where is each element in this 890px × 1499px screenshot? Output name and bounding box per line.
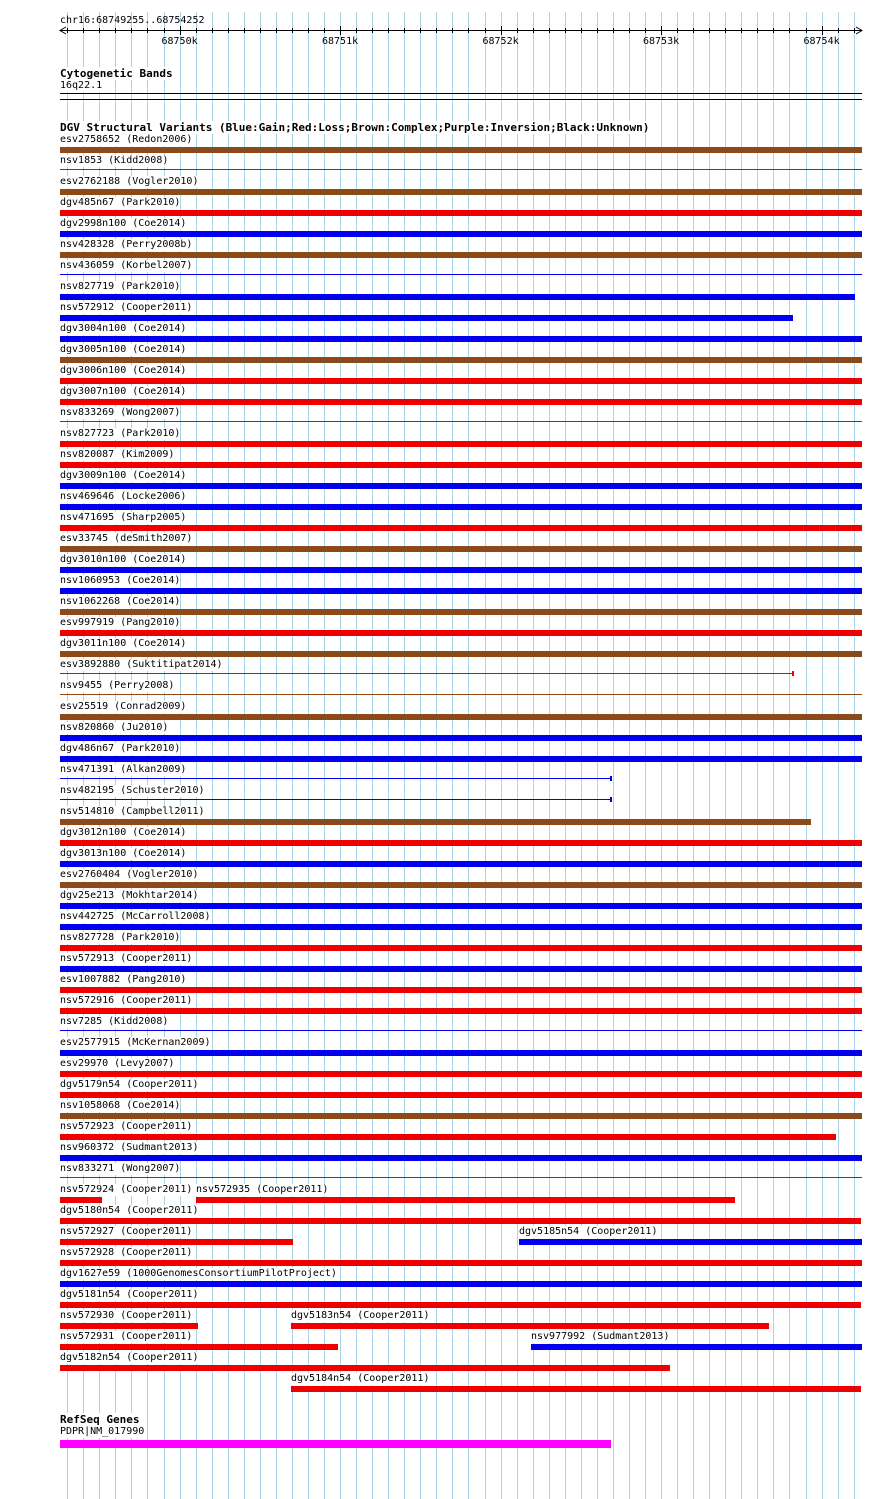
variant-label[interactable]: nsv827719 (Park2010) (60, 281, 181, 292)
variant-bar[interactable] (291, 1323, 769, 1329)
variant-label[interactable]: esv25519 (Conrad2009) (60, 701, 187, 712)
variant-bar[interactable] (60, 147, 862, 153)
variant-bar[interactable] (60, 1365, 670, 1371)
variant-bar[interactable] (60, 210, 862, 216)
variant-label[interactable]: dgv3011n100 (Coe2014) (60, 638, 187, 649)
variant-bar[interactable] (60, 567, 862, 573)
variant-bar[interactable] (60, 546, 862, 552)
variant-bar[interactable] (60, 1155, 862, 1161)
variant-label[interactable]: dgv5179n54 (Cooper2011) (60, 1079, 199, 1090)
variant-bar[interactable] (60, 378, 862, 384)
variant-label[interactable]: nsv572924 (Cooper2011) (60, 1184, 193, 1195)
variant-bar[interactable] (60, 1050, 862, 1056)
variant-label[interactable]: dgv25e213 (Mokhtar2014) (60, 890, 199, 901)
variant-bar[interactable] (60, 274, 862, 275)
variant-bar[interactable] (60, 315, 793, 321)
gene-label[interactable]: PDPR|NM_017990 (60, 1426, 145, 1437)
variant-label[interactable]: dgv5184n54 (Cooper2011) (291, 1373, 430, 1384)
variant-label[interactable]: dgv3005n100 (Coe2014) (60, 344, 187, 355)
ruler-tick-label: 68753k (642, 36, 680, 47)
variant-label[interactable]: nsv1058068 (Coe2014) (60, 1100, 181, 1111)
variant-bar[interactable] (60, 399, 862, 405)
gene-feature[interactable] (60, 1440, 611, 1448)
variant-label[interactable]: dgv3013n100 (Coe2014) (60, 848, 187, 859)
variant-bar[interactable] (60, 966, 862, 972)
variant-label[interactable]: esv2760404 (Vogler2010) (60, 869, 199, 880)
variant-bar[interactable] (60, 1344, 338, 1350)
variant-bar[interactable] (60, 294, 855, 300)
ruler-tick-label: 68754k (803, 36, 840, 47)
variant-bar[interactable] (60, 924, 862, 930)
variant-bar[interactable] (60, 1281, 862, 1287)
variant-bar[interactable] (60, 1239, 293, 1245)
variant-bar[interactable] (60, 525, 862, 531)
variant-bar[interactable] (60, 1030, 862, 1031)
variant-label[interactable]: nsv572913 (Cooper2011) (60, 953, 193, 964)
variant-bar[interactable] (60, 673, 793, 674)
variant-label[interactable]: nsv514810 (Campbell2011) (60, 806, 205, 817)
variant-label[interactable]: nsv827723 (Park2010) (60, 428, 181, 439)
variant-label[interactable]: esv33745 (deSmith2007) (60, 533, 193, 544)
variant-bar[interactable] (60, 189, 862, 195)
variant-bar[interactable] (60, 756, 862, 762)
variant-bar[interactable] (60, 1134, 836, 1140)
variant-label[interactable]: nsv1060953 (Coe2014) (60, 575, 181, 586)
ruler-axis (0, 0, 890, 50)
variant-bar[interactable] (60, 462, 862, 468)
variant-label[interactable]: esv2577915 (McKernan2009) (60, 1037, 211, 1048)
variant-label[interactable]: nsv572923 (Cooper2011) (60, 1121, 193, 1132)
variant-label[interactable]: nsv442725 (McCarroll2008) (60, 911, 211, 922)
variant-label[interactable]: dgv485n67 (Park2010) (60, 197, 181, 208)
variant-label[interactable]: nsv572928 (Cooper2011) (60, 1247, 193, 1258)
variant-label[interactable]: dgv3012n100 (Coe2014) (60, 827, 187, 838)
variant-end-cap (792, 671, 794, 676)
variant-bar[interactable] (60, 588, 862, 594)
variant-label[interactable]: nsv471391 (Alkan2009) (60, 764, 187, 775)
variant-bar[interactable] (60, 169, 862, 170)
variant-bar[interactable] (60, 1218, 861, 1224)
variant-label[interactable]: nsv1062268 (Coe2014) (60, 596, 181, 607)
variant-label[interactable]: nsv820087 (Kim2009) (60, 449, 175, 460)
variant-bar[interactable] (291, 1386, 861, 1392)
cytoband-line-bottom (60, 99, 862, 100)
variant-label[interactable]: nsv960372 (Sudmant2013) (60, 1142, 199, 1153)
variant-bar[interactable] (60, 799, 611, 800)
variant-label[interactable]: nsv7285 (Kidd2008) (60, 1016, 169, 1027)
variant-bar[interactable] (60, 609, 862, 615)
variant-bar[interactable] (60, 1323, 198, 1329)
variant-bar[interactable] (60, 903, 862, 909)
variant-bar[interactable] (60, 1113, 862, 1119)
variant-label[interactable]: nsv471695 (Sharp2005) (60, 512, 187, 523)
variant-bar[interactable] (60, 1071, 862, 1077)
variant-bar[interactable] (60, 714, 862, 720)
region-label: chr16:68749255..68754252 (60, 15, 205, 26)
variant-label[interactable]: nsv572931 (Cooper2011) (60, 1331, 193, 1342)
ruler-tick-label: 68751k (322, 36, 359, 47)
ruler-tick-label: 68752k (482, 36, 519, 47)
variant-bar[interactable] (60, 819, 811, 825)
variant-label[interactable]: dgv3004n100 (Coe2014) (60, 323, 187, 334)
variant-bar[interactable] (60, 1092, 862, 1098)
variant-bar[interactable] (60, 357, 862, 363)
variant-label[interactable]: nsv1853 (Kidd2008) (60, 155, 169, 166)
variant-label[interactable]: nsv977992 (Sudmant2013) (531, 1331, 670, 1342)
variant-bar[interactable] (60, 421, 862, 422)
variant-label[interactable]: esv2762188 (Vogler2010) (60, 176, 199, 187)
variant-label[interactable]: dgv5180n54 (Cooper2011) (60, 1205, 199, 1216)
variant-bar[interactable] (60, 1197, 102, 1203)
variant-label[interactable]: esv3892880 (Suktitipat2014) (60, 659, 223, 670)
dgv-track-title: DGV Structural Variants (Blue:Gain;Red:Loss;Brown:Complex;Purple:Inversion;Black:Unknown) (60, 121, 650, 134)
variant-label[interactable]: nsv572930 (Cooper2011) (60, 1310, 193, 1321)
variant-label[interactable]: nsv572927 (Cooper2011) (60, 1226, 193, 1237)
cytoband-label: 16q22.1 (60, 80, 103, 91)
variant-label[interactable]: esv2758652 (Redon2006) (60, 134, 193, 145)
variant-bar[interactable] (60, 231, 862, 237)
variant-label[interactable]: dgv3010n100 (Coe2014) (60, 554, 187, 565)
variant-bar[interactable] (60, 336, 862, 342)
variant-bar[interactable] (60, 1302, 861, 1308)
variant-label[interactable]: dgv1627e59 (1000GenomesConsortiumPilotProject) (60, 1268, 337, 1279)
variant-label[interactable]: nsv827728 (Park2010) (60, 932, 181, 943)
variant-bar[interactable] (60, 651, 862, 657)
ruler-tick-label: 68750k (161, 36, 198, 47)
variant-label[interactable]: nsv833271 (Wong2007) (60, 1163, 181, 1174)
variant-label[interactable]: dgv5181n54 (Cooper2011) (60, 1289, 199, 1300)
variant-bar[interactable] (196, 1197, 735, 1203)
variant-label[interactable]: dgv5182n54 (Cooper2011) (60, 1352, 199, 1363)
variant-label[interactable]: nsv820860 (Ju2010) (60, 722, 169, 733)
variant-label[interactable]: nsv833269 (Wong2007) (60, 407, 181, 418)
variant-label[interactable]: nsv428328 (Perry2008b) (60, 239, 193, 250)
variant-bar[interactable] (60, 630, 862, 636)
variant-bar[interactable] (60, 1177, 862, 1178)
variant-label[interactable]: esv997919 (Pang2010) (60, 617, 181, 628)
variant-bar[interactable] (60, 252, 862, 258)
variant-bar[interactable] (519, 1239, 862, 1245)
variant-label[interactable]: nsv436059 (Korbel2007) (60, 260, 193, 271)
variant-bar[interactable] (60, 735, 862, 741)
variant-label[interactable]: esv1007882 (Pang2010) (60, 974, 187, 985)
variant-bar[interactable] (60, 840, 862, 846)
variant-label[interactable]: nsv469646 (Locke2006) (60, 491, 187, 502)
variant-label[interactable]: esv29970 (Levy2007) (60, 1058, 175, 1069)
variant-bar[interactable] (60, 1008, 862, 1014)
variant-bar[interactable] (531, 1344, 862, 1350)
variant-bar[interactable] (60, 441, 862, 447)
variant-label[interactable]: nsv9455 (Perry2008) (60, 680, 175, 691)
variant-bar[interactable] (60, 504, 862, 510)
variant-label[interactable]: dgv2998n100 (Coe2014) (60, 218, 187, 229)
variant-bar[interactable] (60, 694, 862, 695)
variant-bar[interactable] (60, 861, 862, 867)
variant-label[interactable]: dgv486n67 (Park2010) (60, 743, 181, 754)
variant-bar[interactable] (60, 778, 611, 779)
variant-label[interactable]: dgv3009n100 (Coe2014) (60, 470, 187, 481)
variant-bar[interactable] (60, 1260, 862, 1266)
variant-label[interactable]: nsv482195 (Schuster2010) (60, 785, 205, 796)
variant-bar[interactable] (60, 483, 862, 489)
variant-label[interactable]: nsv572912 (Cooper2011) (60, 302, 193, 313)
variant-label[interactable]: dgv5183n54 (Cooper2011) (291, 1310, 430, 1321)
variant-end-cap (610, 797, 612, 802)
variant-bar[interactable] (60, 945, 862, 951)
variant-label[interactable]: dgv3006n100 (Coe2014) (60, 365, 187, 376)
variant-bar[interactable] (60, 882, 862, 888)
cytoband-track-title: Cytogenetic Bands (60, 67, 173, 80)
variant-bar[interactable] (60, 987, 862, 993)
variant-label[interactable]: dgv5185n54 (Cooper2011) (519, 1226, 658, 1237)
variant-end-cap (610, 776, 612, 781)
variant-label[interactable]: dgv3007n100 (Coe2014) (60, 386, 187, 397)
variant-label[interactable]: nsv572916 (Cooper2011) (60, 995, 193, 1006)
variant-label[interactable]: nsv572935 (Cooper2011) (196, 1184, 329, 1195)
cytoband-line-top (60, 93, 862, 94)
refseq-track-title: RefSeq Genes (60, 1413, 140, 1426)
